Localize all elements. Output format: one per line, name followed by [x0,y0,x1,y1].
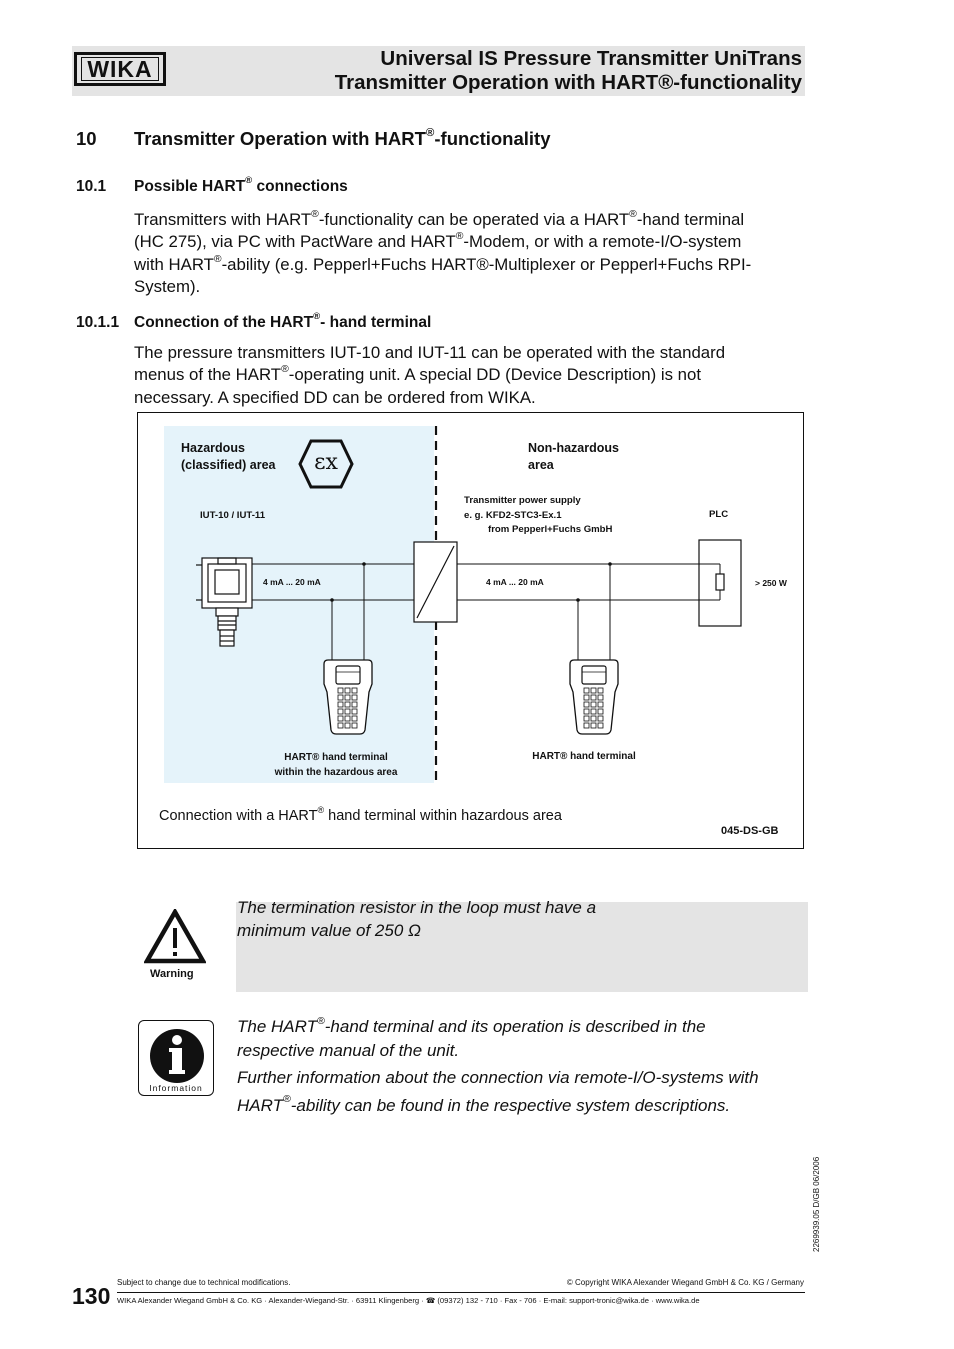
transmitter-icon [196,558,252,646]
subsubsection-paragraph: The pressure transmitters IUT-10 and IUT-11 can be operated with the standard menus of the HART®-operating unit. A special DD (Device Description) is not necessary. A specified DD can be ordered from WIKA. [134,343,726,407]
subsubsection-number: 10.1.1 [76,314,120,331]
information-label: Information [149,1083,203,1093]
power-supply-icon [414,542,457,622]
warning-text: The termination resistor in the loop must have a minimum value of 250 Ω [237,898,597,940]
section-title: Transmitter Operation with HART®-functionality [134,127,551,149]
terminal-right-label: HART® hand terminal [532,751,636,762]
resistor-label: > 250 W [755,578,787,588]
ex-symbol-text: εx [314,450,338,475]
plc-label: PLC [709,509,729,520]
footer-copyright: © Copyright WIKA Alexander Wiegand GmbH & Co. KG / Germany [566,1278,804,1287]
footer-subject: Subject to change due to technical modifications. [117,1278,291,1287]
junction-dots [330,562,612,602]
power-supply-label: Transmitter power supply e. g. KFD2-STC3-Ex.1 from Pepperl+Fuchs GmbH [464,495,613,535]
terminal-left-label: HART® hand terminal within the hazardous area [274,752,398,778]
wika-logo-text: WIKA [81,57,158,81]
subsubsection-title: Connection of the HART®- hand terminal [134,311,432,331]
header-title-line2: Transmitter Operation with HART®-functionality [334,71,802,94]
information-icon [138,1020,214,1096]
hand-terminal-left-icon [324,660,372,734]
current-label-right: 4 mA ... 20 mA [486,577,544,587]
warning-icon [144,909,206,965]
footer-rule [117,1292,805,1293]
hand-terminal-right-icon [570,660,618,734]
subsection-title: Possible HART® connections [134,175,348,195]
header-title-line1: Universal IS Pressure Transmitter UniTrans [380,47,802,70]
non-hazardous-area-label: Non-hazardous area [528,441,619,472]
current-label-left: 4 mA ... 20 mA [263,577,321,587]
figure-caption: Connection with a HART® hand terminal within hazardous area [159,804,562,824]
plc-icon [699,540,741,626]
page-number: 130 [72,1283,111,1309]
device-label: IUT-10 / IUT-11 [200,510,266,521]
information-text: The HART®-hand terminal and its operation is described in the respective manual of the unit. Further information about the connection via remote-I/O-systems with HART®-ability can be found in the respective system descriptions. [237,1014,759,1115]
info-circle-icon [139,1024,213,1084]
subsection-paragraph: Transmitters with HART®-functionality can be operated via a HART®-hand terminal (HC 275), via PC with PactWare and HART®-Modem, or with a remote-I/O-system with HART®-ability (e.g. Pepperl+Fuchs HART®-Multiplexer or Pepperl+Fuchs RPI- System). [134,208,752,297]
subsection-number: 10.1 [76,178,107,195]
hazardous-area-label: Hazardous (classified) area [181,441,276,472]
figure-code: 045-DS-GB [721,825,779,837]
warning-label: Warning [150,968,194,980]
section-number: 10 [76,128,97,149]
footer-address: WIKA Alexander Wiegand GmbH & Co. KG · Alexander-Wiegand-Str. · 63911 Klingenberg · ☎ (09372) 132 - 710 · Fax - 706 · E-mail: support-tronic@wika.de · www.wika.de [117,1296,700,1305]
document-code-vertical: 2269939.05 D/GB 06/2006 [812,1156,821,1252]
resistor-icon [716,574,724,590]
